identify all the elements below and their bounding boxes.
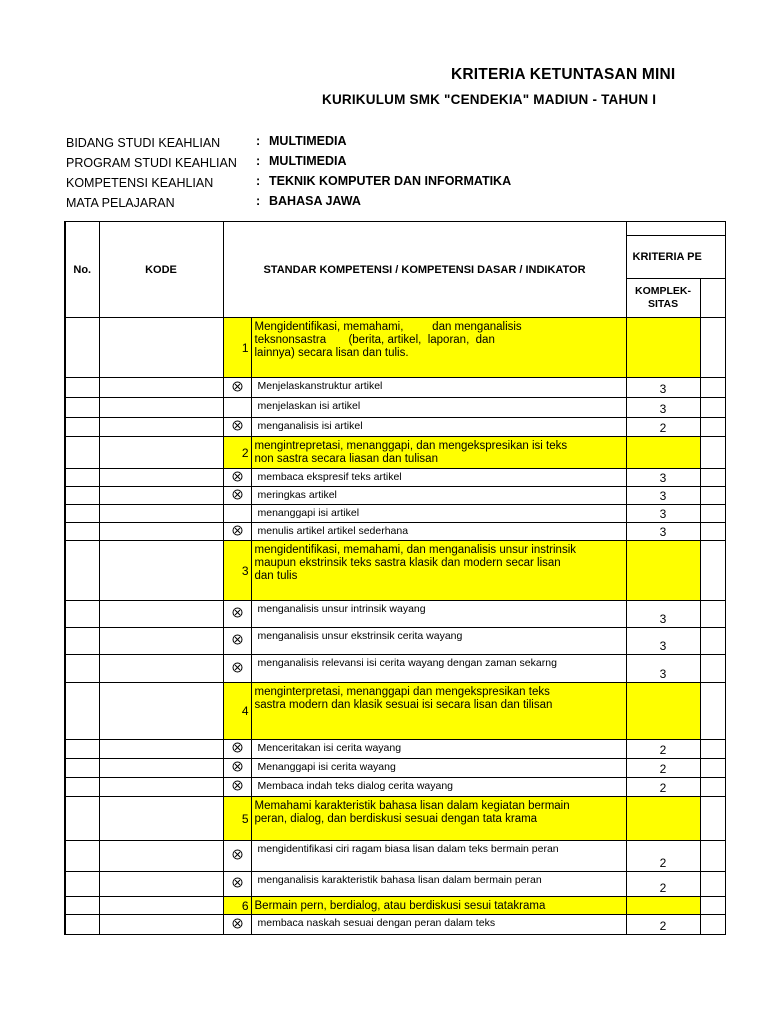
kkm-table	[64, 221, 726, 935]
kode-cell	[99, 872, 223, 897]
extra-cell	[700, 505, 725, 523]
competency-row	[65, 318, 725, 378]
info-colon: :	[256, 134, 261, 148]
info-colon: :	[256, 174, 261, 188]
indicator-text: membaca naskah sesuai dengan peran dalam teks	[251, 915, 626, 935]
no-cell	[65, 601, 99, 628]
kompleksitas-value: 2	[626, 418, 700, 437]
kode-cell	[99, 655, 223, 683]
indicator-row	[65, 915, 725, 935]
competency-row	[65, 437, 725, 469]
kode-cell	[99, 601, 223, 628]
indicator-row	[65, 740, 725, 759]
competency-text-line: teksnonsastra (berita, artikel, laporan, dan	[254, 334, 495, 346]
info-value: MULTIMEDIA	[269, 154, 347, 168]
indicator-icon-cell	[223, 418, 251, 437]
indicator-row	[65, 398, 725, 418]
kompleksitas-value: 3	[626, 628, 700, 655]
competency-kompleksitas	[626, 683, 700, 740]
info-label: BIDANG STUDI KEAHLIAN	[66, 136, 221, 150]
competency-text-line: Mengidentifikasi, memahami, dan menganalisis	[254, 321, 522, 333]
kkm-table-container	[64, 221, 768, 1024]
indicator-text: menganalisis karakteristik bahasa lisan dalam bermain peran	[251, 872, 626, 897]
circle-x-icon	[232, 381, 243, 395]
circle-x-icon	[232, 662, 243, 676]
indicator-icon-cell	[223, 655, 251, 683]
header-kriteria: KRITERIA PE	[626, 236, 725, 279]
competency-text-line: peran, dialog, dan berdiskusi sesuai dengan tata krama	[254, 813, 538, 825]
kode-cell	[99, 841, 223, 872]
extra-cell	[700, 841, 725, 872]
competency-text-line: Bermain pern, berdialog, atau berdiskusi sesui tatakrama	[254, 900, 546, 912]
kode-cell	[99, 318, 223, 378]
indicator-text: menganalisis unsur ekstrinsik cerita wayang	[251, 628, 626, 655]
info-label: PROGRAM STUDI KEAHLIAN	[66, 156, 237, 170]
extra-cell	[700, 759, 725, 778]
competency-extra	[700, 437, 725, 469]
circle-x-icon	[232, 420, 243, 434]
indicator-icon-cell	[223, 740, 251, 759]
competency-number: 2	[223, 437, 251, 469]
indicator-icon-cell	[223, 778, 251, 797]
circle-x-icon	[232, 742, 243, 756]
indicator-text: menganalisis isi artikel	[251, 418, 626, 437]
competency-kompleksitas	[626, 541, 700, 601]
competency-row	[65, 797, 725, 841]
no-cell	[65, 628, 99, 655]
info-label: KOMPETENSI KEAHLIAN	[66, 176, 214, 190]
indicator-text: menanggapi isi artikel	[251, 505, 626, 523]
document-subtitle: KURIKULUM SMK "CENDEKIA" MADIUN - TAHUN I	[322, 92, 657, 107]
indicator-row	[65, 469, 725, 487]
indicator-row	[65, 628, 725, 655]
kompleksitas-value: 2	[626, 740, 700, 759]
indicator-text: menganalisis relevansi isi cerita wayang dengan zaman sekarng	[251, 655, 626, 683]
indicator-row	[65, 841, 725, 872]
kompleksitas-value: 3	[626, 523, 700, 541]
kompleksitas-value: 3	[626, 469, 700, 487]
indicator-icon-cell	[223, 398, 251, 418]
kompleksitas-value: 3	[626, 487, 700, 505]
indicator-icon-cell	[223, 487, 251, 505]
header-kode: KODE	[99, 222, 223, 318]
kode-cell	[99, 378, 223, 398]
header-no: No.	[65, 222, 99, 318]
indicator-row	[65, 378, 725, 398]
no-cell	[65, 915, 99, 935]
extra-cell	[700, 740, 725, 759]
info-value: BAHASA JAWA	[269, 194, 361, 208]
indicator-row	[65, 487, 725, 505]
competency-kompleksitas	[626, 897, 700, 915]
no-cell	[65, 523, 99, 541]
competency-text-line: mengintrepretasi, menanggapi, dan mengekspresikan isi teks	[254, 440, 568, 452]
extra-cell	[700, 418, 725, 437]
competency-extra	[700, 541, 725, 601]
no-cell	[65, 841, 99, 872]
kompleksitas-value: 3	[626, 398, 700, 418]
indicator-text: Menceritakan isi cerita wayang	[251, 740, 626, 759]
competency-text-line: non sastra secara liasan dan tulisan	[254, 453, 438, 465]
header-kompleksitas-line2: SITAS	[647, 298, 679, 310]
kode-cell	[99, 523, 223, 541]
header-kompleksitas-line1: KOMPLEK-	[635, 285, 692, 297]
kompleksitas-value: 3	[626, 505, 700, 523]
extra-cell	[700, 523, 725, 541]
competency-extra	[700, 897, 725, 915]
indicator-icon-cell	[223, 601, 251, 628]
kompleksitas-value: 3	[626, 601, 700, 628]
no-cell	[65, 541, 99, 601]
kompleksitas-value: 3	[626, 378, 700, 398]
indicator-text: Menanggapi isi cerita wayang	[251, 759, 626, 778]
indicator-text: menulis artikel artikel sederhana	[251, 523, 626, 541]
competency-text	[251, 683, 626, 740]
no-cell	[65, 897, 99, 915]
indicator-text: mengidentifikasi ciri ragam biasa lisan dalam teks bermain peran	[251, 841, 626, 872]
circle-x-icon	[232, 780, 243, 794]
indicator-icon-cell	[223, 759, 251, 778]
extra-cell	[700, 872, 725, 897]
indicator-text: Menjelaskanstruktur artikel	[251, 378, 626, 398]
competency-number: 3	[223, 541, 251, 601]
competency-row	[65, 897, 725, 915]
kode-cell	[99, 683, 223, 740]
kode-cell	[99, 437, 223, 469]
kompleksitas-value: 2	[626, 759, 700, 778]
indicator-text: menganalisis unsur intrinsik wayang	[251, 601, 626, 628]
no-cell	[65, 318, 99, 378]
kode-cell	[99, 915, 223, 935]
header-extra	[700, 279, 725, 318]
no-cell	[65, 418, 99, 437]
kompleksitas-value: 2	[626, 915, 700, 935]
competency-extra	[700, 683, 725, 740]
header-standar: STANDAR KOMPETENSI / KOMPETENSI DASAR / INDIKATOR	[223, 222, 626, 318]
kode-cell	[99, 487, 223, 505]
kode-cell	[99, 740, 223, 759]
competency-extra	[700, 318, 725, 378]
no-cell	[65, 378, 99, 398]
no-cell	[65, 505, 99, 523]
no-cell	[65, 487, 99, 505]
circle-x-icon	[232, 761, 243, 775]
extra-cell	[700, 398, 725, 418]
competency-text-line: sastra modern dan klasik sesuai isi secara lisan dan tilisan	[254, 699, 553, 711]
info-colon: :	[256, 194, 261, 208]
circle-x-icon	[232, 877, 243, 891]
indicator-text: membaca ekspresif teks artikel	[251, 469, 626, 487]
circle-x-icon	[232, 849, 243, 863]
competency-extra	[700, 797, 725, 841]
indicator-text: menjelaskan isi artikel	[251, 398, 626, 418]
competency-text	[251, 897, 626, 915]
circle-x-icon	[232, 634, 243, 648]
header-blank	[626, 222, 725, 236]
competency-text	[251, 437, 626, 469]
competency-number: 6	[223, 897, 251, 915]
competency-text-line: Memahami karakteristik bahasa lisan dalam kegiatan bermain	[254, 800, 570, 812]
kode-cell	[99, 759, 223, 778]
no-cell	[65, 437, 99, 469]
indicator-row	[65, 601, 725, 628]
kode-cell	[99, 541, 223, 601]
no-cell	[65, 655, 99, 683]
kkm-table-body	[65, 318, 725, 935]
document-title: KRITERIA KETUNTASAN MINI	[451, 66, 676, 83]
kompleksitas-value: 2	[626, 872, 700, 897]
kode-cell	[99, 398, 223, 418]
info-colon: :	[256, 154, 261, 168]
indicator-text: Membaca indah teks dialog cerita wayang	[251, 778, 626, 797]
extra-cell	[700, 655, 725, 683]
no-cell	[65, 469, 99, 487]
no-cell	[65, 797, 99, 841]
no-cell	[65, 778, 99, 797]
kode-cell	[99, 778, 223, 797]
kode-cell	[99, 418, 223, 437]
competency-row	[65, 683, 725, 740]
competency-text-line: menginterpretasi, menanggapi dan mengekspresikan teks	[254, 686, 550, 698]
extra-cell	[700, 469, 725, 487]
info-value: MULTIMEDIA	[269, 134, 347, 148]
indicator-row	[65, 418, 725, 437]
competency-row	[65, 541, 725, 601]
circle-x-icon	[232, 471, 243, 485]
extra-cell	[700, 628, 725, 655]
indicator-icon-cell	[223, 872, 251, 897]
kode-cell	[99, 797, 223, 841]
indicator-icon-cell	[223, 841, 251, 872]
indicator-row	[65, 778, 725, 797]
no-cell	[65, 398, 99, 418]
extra-cell	[700, 915, 725, 935]
no-cell	[65, 872, 99, 897]
indicator-icon-cell	[223, 505, 251, 523]
indicator-icon-cell	[223, 523, 251, 541]
circle-x-icon	[232, 918, 243, 932]
indicator-row	[65, 523, 725, 541]
competency-text	[251, 797, 626, 841]
competency-number: 4	[223, 683, 251, 740]
extra-cell	[700, 601, 725, 628]
kode-cell	[99, 897, 223, 915]
extra-cell	[700, 778, 725, 797]
indicator-icon-cell	[223, 469, 251, 487]
indicator-icon-cell	[223, 628, 251, 655]
info-label: MATA PELAJARAN	[66, 196, 175, 210]
kode-cell	[99, 628, 223, 655]
extra-cell	[700, 487, 725, 505]
indicator-icon-cell	[223, 378, 251, 398]
kompleksitas-value: 2	[626, 841, 700, 872]
competency-kompleksitas	[626, 437, 700, 469]
indicator-icon-cell	[223, 915, 251, 935]
competency-kompleksitas	[626, 318, 700, 378]
competency-number: 1	[223, 318, 251, 378]
competency-text	[251, 318, 626, 378]
indicator-row	[65, 655, 725, 683]
circle-x-icon	[232, 525, 243, 539]
indicator-row	[65, 759, 725, 778]
circle-x-icon	[232, 607, 243, 621]
extra-cell	[700, 378, 725, 398]
indicator-row	[65, 872, 725, 897]
no-cell	[65, 759, 99, 778]
kode-cell	[99, 469, 223, 487]
no-cell	[65, 683, 99, 740]
indicator-row	[65, 505, 725, 523]
kode-cell	[99, 505, 223, 523]
competency-kompleksitas	[626, 797, 700, 841]
competency-text-line: maupun ekstrinsik teks sastra klasik dan modern secar lisan	[254, 557, 561, 569]
competency-text	[251, 541, 626, 601]
no-cell	[65, 740, 99, 759]
indicator-text: meringkas artikel	[251, 487, 626, 505]
competency-text-line: mengidentifikasi, memahami, dan menganalisis unsur instrinsik	[254, 544, 577, 556]
competency-number: 5	[223, 797, 251, 841]
kompleksitas-value: 3	[626, 655, 700, 683]
info-value: TEKNIK KOMPUTER DAN INFORMATIKA	[269, 174, 512, 188]
circle-x-icon	[232, 489, 243, 503]
competency-text-line: dan tulis	[254, 570, 298, 582]
kompleksitas-value: 2	[626, 778, 700, 797]
competency-text-line: lainnya) secara lisan dan tulis.	[254, 347, 409, 359]
header-kompleksitas	[626, 279, 700, 318]
